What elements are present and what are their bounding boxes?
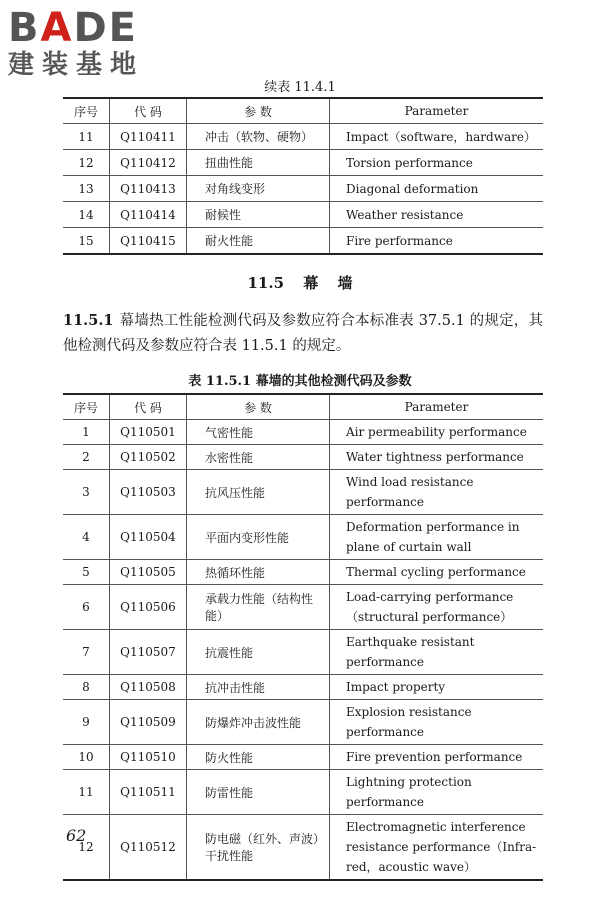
logo-text-end: DE — [73, 5, 138, 51]
row-code: Q110412 — [110, 150, 187, 176]
row-parameter-en: Diagonal deformation — [330, 176, 544, 202]
header-cell: Parameter — [330, 98, 544, 124]
row-parameter-cn: 平面内变形性能 — [187, 515, 330, 560]
row-code: Q110511 — [110, 770, 187, 815]
row-parameter-cn: 冲击（软物、硬物） — [187, 124, 330, 150]
row-parameter-cn: 气密性能 — [187, 420, 330, 445]
row-parameter-cn: 抗冲击性能 — [187, 675, 330, 700]
table1 — [63, 97, 543, 255]
row-number: 11 — [63, 124, 110, 150]
section-title: 11.5 幕 墙 — [247, 274, 353, 292]
row-parameter-en: Deformation performance in plane of curtain wall — [330, 515, 544, 560]
row-parameter-cn: 扭曲性能 — [187, 150, 330, 176]
row-number: 6 — [63, 585, 110, 630]
row-code: Q110415 — [110, 228, 187, 255]
row-parameter-en: Fire performance — [330, 228, 544, 255]
row-parameter-en: Electromagnetic interference resistance performance（Infra-red，acoustic wave） — [330, 815, 544, 881]
row-parameter-cn: 耐候性 — [187, 202, 330, 228]
row-parameter-en: Lightning protection performance — [330, 770, 544, 815]
row-code: Q110414 — [110, 202, 187, 228]
table-row — [63, 470, 543, 515]
row-parameter-en: Earthquake resistant performance — [330, 630, 544, 675]
logo-subtitle: 建装基地 — [8, 50, 145, 80]
row-number: 5 — [63, 560, 110, 585]
clause-paragraph — [63, 308, 543, 359]
row-number: 11 — [63, 770, 110, 815]
row-number: 2 — [63, 445, 110, 470]
row-code: Q110411 — [110, 124, 187, 150]
table-row — [63, 815, 543, 881]
table-row — [63, 202, 543, 228]
logo-text-accent: A — [40, 5, 74, 51]
row-parameter-cn: 防雷性能 — [187, 770, 330, 815]
row-parameter-cn: 抗风压性能 — [187, 470, 330, 515]
table-row — [63, 585, 543, 630]
row-number: 1 — [63, 420, 110, 445]
table-row — [63, 176, 543, 202]
row-parameter-cn: 防爆炸冲击波性能 — [187, 700, 330, 745]
row-parameter-en: Torsion performance — [330, 150, 544, 176]
table1-caption: 续表 11.4.1 — [264, 80, 336, 95]
row-code: Q110507 — [110, 630, 187, 675]
row-number: 14 — [63, 202, 110, 228]
row-parameter-en: Thermal cycling performance — [330, 560, 544, 585]
row-code: Q110504 — [110, 515, 187, 560]
row-number: 12 — [63, 150, 110, 176]
header-cell: Parameter — [330, 394, 544, 420]
table-row — [63, 124, 543, 150]
page-number: 62 — [66, 826, 87, 845]
row-number: 7 — [63, 630, 110, 675]
row-parameter-en: Fire prevention performance — [330, 745, 544, 770]
row-parameter-en: Wind load resistance performance — [330, 470, 544, 515]
table-row — [63, 560, 543, 585]
row-code: Q110509 — [110, 700, 187, 745]
table2 — [63, 393, 543, 881]
row-number: 13 — [63, 176, 110, 202]
row-parameter-cn: 热循环性能 — [187, 560, 330, 585]
table-row — [63, 745, 543, 770]
row-parameter-cn: 耐火性能 — [187, 228, 330, 255]
row-code: Q110510 — [110, 745, 187, 770]
table-row — [63, 420, 543, 445]
table-row — [63, 630, 543, 675]
row-code: Q110508 — [110, 675, 187, 700]
row-parameter-cn: 防电磁（红外、声波）干扰性能 — [187, 815, 330, 881]
row-code: Q110505 — [110, 560, 187, 585]
row-code: Q110506 — [110, 585, 187, 630]
table2-caption: 表 11.5.1 幕墙的其他检测代码及参数 — [188, 374, 412, 389]
row-number: 15 — [63, 228, 110, 255]
clause-number: 11.5.1 — [63, 312, 114, 329]
table-row — [63, 150, 543, 176]
row-number: 12 — [63, 815, 110, 881]
row-parameter-cn: 水密性能 — [187, 445, 330, 470]
row-code: Q110501 — [110, 420, 187, 445]
table-row — [63, 675, 543, 700]
header-cell: 代 码 — [110, 394, 187, 420]
row-number: 9 — [63, 700, 110, 745]
logo-text-start: B — [8, 5, 41, 51]
table-header-row — [63, 98, 543, 124]
header-cell: 序号 — [63, 98, 110, 124]
table-row — [63, 515, 543, 560]
row-parameter-en: Air permeability performance — [330, 420, 544, 445]
header-cell: 参 数 — [187, 394, 330, 420]
table-row — [63, 228, 543, 255]
table-row — [63, 700, 543, 745]
row-number: 3 — [63, 470, 110, 515]
logo-wordmark — [8, 6, 178, 50]
table-row — [63, 445, 543, 470]
row-parameter-en: Impact（software，hardware） — [330, 124, 544, 150]
row-number: 10 — [63, 745, 110, 770]
row-parameter-en: Weather resistance — [330, 202, 544, 228]
row-code: Q110502 — [110, 445, 187, 470]
row-code: Q110413 — [110, 176, 187, 202]
row-parameter-en: Explosion resistance performance — [330, 700, 544, 745]
row-parameter-cn: 承载力性能（结构性能） — [187, 585, 330, 630]
row-parameter-cn: 抗震性能 — [187, 630, 330, 675]
header-cell: 代 码 — [110, 98, 187, 124]
header-cell: 参 数 — [187, 98, 330, 124]
row-parameter-cn: 对角线变形 — [187, 176, 330, 202]
row-number: 4 — [63, 515, 110, 560]
table-row — [63, 770, 543, 815]
row-parameter-en: Impact property — [330, 675, 544, 700]
row-code: Q110512 — [110, 815, 187, 881]
header-cell: 序号 — [63, 394, 110, 420]
row-parameter-en: Load-carrying performance（structural performance） — [330, 585, 544, 630]
row-number: 8 — [63, 675, 110, 700]
table-header-row — [63, 394, 543, 420]
row-parameter-en: Water tightness performance — [330, 445, 544, 470]
logo — [8, 6, 178, 80]
clause-text: 幕墙热工性能检测代码及参数应符合本标准表 37.5.1 的规定，其他检测代码及参数应符合表 11.5.1 的规定。 — [63, 313, 543, 354]
row-parameter-cn: 防火性能 — [187, 745, 330, 770]
row-code: Q110503 — [110, 470, 187, 515]
